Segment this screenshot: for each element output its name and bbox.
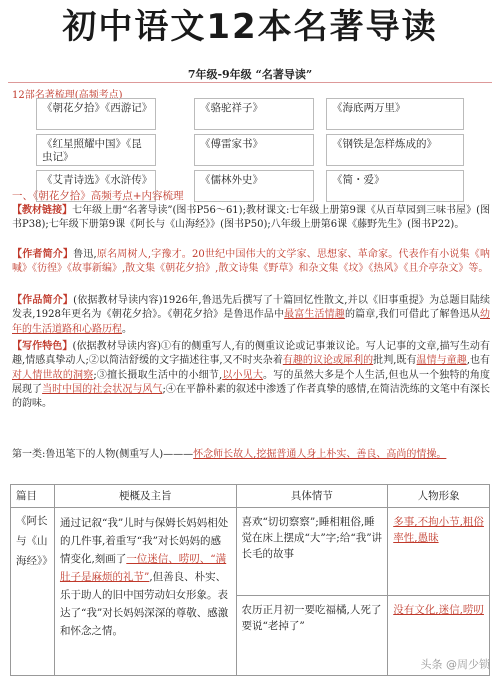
paragraph-text: (依据教材导读内容)①有的侧重写人,有的侧重议论或记事兼议论。写人记事的文章,描写生动有趣,情感真挚动人;②以简洁舒缓的文字描述往事,又不时夹杂着	[12, 341, 490, 367]
table-cell-summary	[54, 508, 236, 676]
divider	[8, 82, 492, 83]
highlight-text: 没有文化,迷信,唠叨	[393, 604, 484, 616]
book-cell: 《钢铁是怎样炼成的》	[326, 134, 464, 166]
watermark: 头条 @周少锁	[420, 658, 490, 671]
highlight-text: 温情与童趣	[416, 355, 467, 367]
paragraph-text: 批判,既有	[373, 355, 417, 367]
paragraph-textbook-link	[12, 204, 490, 233]
paragraph-text: 的篇章,我们可借此了解鲁迅从	[344, 309, 480, 321]
book-cell: 《傅雷家书》	[194, 134, 314, 166]
table-header: 篇目	[11, 485, 55, 508]
tag-label: 【作品简介】	[12, 295, 74, 306]
summary-table	[10, 484, 490, 676]
highlight-text: 怀念师长故人,挖掘普通人身上朴实、善良、高尚的情操。	[193, 449, 447, 460]
tag-label: 【作者简介】	[12, 249, 74, 260]
section1-title: 一、《朝花夕拾》高频考点+内容梳理	[12, 190, 184, 202]
paragraph-text: 鲁迅,	[73, 249, 97, 260]
paragraph-text: (依据教材导读内容)1926年,鲁迅先后撰写了十篇回忆性散文,并以《旧事重提》为总题目陆续发表,1928年更名为《朝花夕拾》。《朝花夕拾》是鲁迅作品中	[12, 295, 491, 321]
book-cell: 《骆驼祥子》	[194, 98, 314, 130]
cell-text: ,但善良、朴实、乐于助人的旧中国劳动妇女形象。表达了“我”对长妈妈深深的尊敬、感激和怀念之情。	[59, 571, 229, 637]
table-header: 梗概及主旨	[54, 485, 236, 508]
highlight-text: 以小见大	[222, 369, 264, 381]
book-cell: 《海底两万里》	[326, 98, 464, 130]
paragraph-text: 。	[122, 323, 132, 335]
book-cell: 《艾青诗选》《水浒传》	[36, 170, 156, 202]
paragraph-category1	[12, 448, 490, 462]
highlight-text: 原名周树人,字豫才。20世纪中国伟大的文学家、思想家、革命家。代表作有小说集《呐喊》《彷徨》《故事新编》,散文集《朝花夕拾》,散文诗集《野草》和杂文集《坟》《热风》《且介亭杂文》等。	[12, 249, 490, 275]
highlight-text: 最富生活情趣	[284, 309, 345, 321]
page-subtitle: 7年级-9年级 “名著导读”	[187, 68, 313, 81]
book-cell: 《朝花夕拾》《西游记》	[36, 98, 156, 130]
paragraph-work-intro	[12, 294, 490, 337]
tag-label: 【写作特色】	[12, 341, 73, 352]
paragraph-writing-features	[12, 340, 490, 411]
paragraph-text: 。写的虽然大多是个人生活,但也从一个独特的角度展现了	[12, 369, 490, 395]
paragraph-text: 七年级上册“名著导读”(图书P56～61);教材课文:七年级上册第9课《从百草园到三味书屋》(图书P38);七年级下册第9课《阿长与《山海经》》(图书P50);八年级上册第6课《藤野先生》(图书P22)。	[12, 205, 490, 231]
paragraph-text: 第一类:鲁迅笔下的人物(侧重写人)———	[12, 449, 194, 460]
highlight-text: 一位迷信、唠叨、“满肚子是麻烦的礼节”	[59, 553, 227, 583]
highlight-text: 对人情世故的洞察	[12, 369, 94, 381]
paragraph-text: ;③擅长摄取生活中的小细节,	[93, 369, 223, 381]
paragraph-author	[12, 248, 490, 277]
book-cell: 《红星照耀中国》《昆虫记》	[36, 134, 156, 166]
table-cell-plot: 农历正月初一要吃福橘,人死了要说“老掉了”	[236, 596, 388, 676]
highlight-text: 多事,不拘小节,粗俗率性,愚昧	[393, 516, 484, 544]
table-cell-plot: 喜欢“切切察察”;睡相粗俗,睡觉在床上摆成“大”字;给“我”讲长毛的故事	[236, 508, 388, 596]
table-header-row	[11, 485, 490, 508]
table-row	[11, 508, 490, 596]
highlight-text: 有趣的议论或犀利的	[282, 355, 374, 367]
page-title: 初中语文12本名著导读	[62, 7, 438, 47]
tag-label: 【教材链接】	[12, 205, 73, 216]
cell-text: 通过记叙“我”儿时与保姆长妈妈相处的几件事,着重写“我”对长妈妈的感情变化,刻画了	[59, 517, 229, 565]
section-label: 12部名著梳理(高频考点)	[12, 90, 123, 101]
book-cell: 《简・爱》	[326, 170, 464, 202]
table-cell-title: 《阿长与《山海经》》	[11, 508, 55, 676]
table-header: 具体情节	[236, 485, 388, 508]
book-cell: 《儒林外史》	[194, 170, 314, 202]
table-header: 人物形象	[388, 485, 490, 508]
paragraph-text: ;④在平静朴素的叙述中渗透了作者真挚的感情,在简洁洗练的文笔中有深长的韵味。	[12, 383, 490, 410]
highlight-text: 当时中国的社会状况与风气	[42, 383, 163, 395]
highlight-text: 幼年的生活道路和心路历程	[12, 309, 490, 335]
paragraph-text: ,也有	[466, 355, 491, 367]
table-cell-image	[388, 508, 490, 596]
